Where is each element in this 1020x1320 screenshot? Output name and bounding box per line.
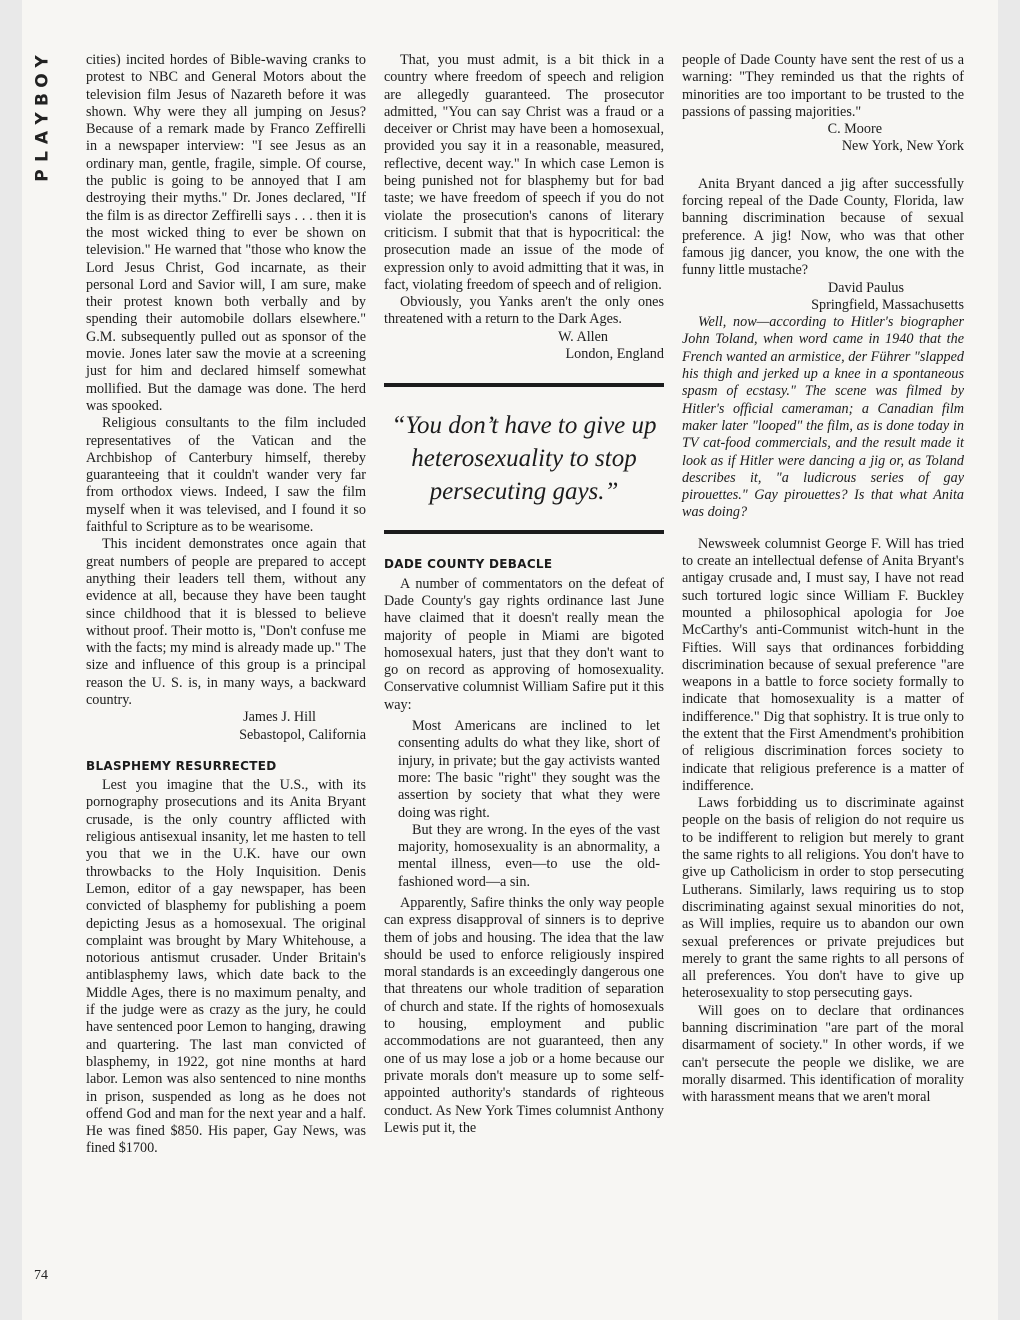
letter-paragraph: A number of commentators on the defeat of Dade County's gay rights ordinance last June have claimed that it doesn't really mean the majority of people in Miami are bigoted homosexual haters, just that they don't want to go on record as approving of homosexuality. Conservative columnist William Safire put it this way: [384, 575, 664, 713]
column-1 [86, 52, 366, 1158]
masthead-letter: Y [32, 112, 53, 125]
signature-place: London, England [565, 346, 664, 363]
section-heading: DADE COUNTY DEBACLE [384, 557, 553, 572]
quote-paragraph: Most Americans are inclined to let consenting adults do what they like, short of injury, in private; but the gay activists wanted more: The basic "right" they sought was the assertion by society that what they were doing was right. [398, 718, 660, 821]
signature [86, 709, 366, 744]
quote-paragraph: But they are wrong. In the eyes of the vast majority, homosexuality is an abnormality, a mental illness, even—to use the old-fashioned word—a sin. [398, 821, 660, 890]
column-2 [384, 52, 664, 1137]
letter-paragraph: Religious consultants to the film included representatives of the Vatican and the Archbishop of Canterbury himself, thereby guaranteeing that it couldn't wander very far from orthodox views. Indeed, I saw the film myself when it was televised, and I found it so faithful to Scripture as to be wearisome. [86, 415, 366, 536]
page-number: 74 [34, 1268, 48, 1283]
masthead-letter: L [32, 151, 53, 162]
letter-paragraph: This incident demonstrates once again that great numbers of people are prepared to accept anything their leaders tell them, without any evidence at all, because they have been taught since childhood that it is blessed to believe without proof. Their motto is, "Don't confuse me with the facts; my mind is already made up." The size and influence of this group is a principal reason the U. S. is, in many ways, a backward country. [86, 536, 366, 708]
masthead-letter: O [32, 73, 53, 88]
signature-name: David Paulus [827, 279, 904, 296]
letter-paragraph: Laws forbidding us to discriminate against people on the basis of religion do not require us to be indifferent to religion but merely to grant the same rights to all religions. You don't have to give up Catholicism in order to stop persecuting Lutherans. Similarly, laws requiring us to stop discriminating against sexual minorities do not, as Will implies, require us to abandon our own sexual preferences or private prejudices but merely to grant the same rights to all persons of all preferences. You don't have to give up heterosexuality to stop persecuting gays. [682, 795, 964, 1002]
masthead-vertical [30, 52, 56, 185]
signature [384, 329, 664, 364]
signature-name: W. Allen [558, 328, 608, 345]
letter-paragraph: Lest you imagine that the U.S., with its pornography prosecutions and its Anita Bryant crusade, is the only country afflicted with religious antisexual insanity, let me hasten to tell you that we in the U.K. have our own throwbacks to the Holy Inquisition. Denis Lemon, editor of a gay newspaper, has been convicted of blasphemy for publishing a poem depicting Jesus as a homosexual. The original complaint was brought by Mary Whitehouse, a notorious antismut crusader. Under Britain's antiblasphemy laws, which date back to the Middle Ages, there is no maximum penalty, and if the judge were as crazy as the jury, he could have sentenced poor Lemon to hanging, drawing and quartering. The last man convicted of blasphemy, in 1922, got nine months at hard labor. Lemon was also sentenced to nine months in prison, suspended as long as he does not offend God and man for the next year and a half. He was fined $850. His paper, Gay News, was fined $1700. [86, 777, 366, 1157]
masthead-letter: A [32, 130, 53, 145]
editor-reply: Well, now—according to Hitler's biographer John Toland, when word came in 1940 that the French wanted an armistice, der Führer "slapped his thigh and jerked up a knee in a spontaneous spasm of ecstasy." The scene was filmed by Hitler's official cameraman; a Canadian film maker later "looped" the film, as is done today in TV cat-food commercials, and the result made it look as if Hitler were dancing a jig or, as Toland describes it, "a ludicrous series of gay pirouettes." Gay pirouettes? Is that what Anita was doing? [682, 314, 964, 521]
letter-paragraph: cities) incited hordes of Bible-waving cranks to protest to NBC and General Motors about the television film Jesus of Nazareth before it was shown. Why were they all jumping on Jesus? Because of a remark made by Franco Zeffirelli in a newspaper interview: "I see Jesus as an ordinary man, gentle, fragile, simple. Of course, the public is going to be annoyed that I am destroying their myths." Dr. Jones declared, "If the film is as director Zeffirelli says . . . then it is the most wicked thing to ever be shown on television." He warned that "those who know the Lord Jesus Christ, God incarnate, as their personal Lord and Savior will, I am sure, make their protest known both verbally and by spending their automobile dollars elsewhere." G.M. subsequently pulled out as sponsor of the movie. Jones later saw the movie at a screening just for him and declared himself somewhat mollified. But the damage was done. The herd was spooked. [86, 52, 366, 414]
letter-paragraph: That, you must admit, is a bit thick in a country where freedom of speech and religion are allegedly guaranteed. The prosecutor admitted, "You can say Christ was a fraud or a deceiver or Christ may have been a homosexual, provided you say it in a reasonable, measured, reflective, decent way." In which case Lemon is being punished not for blasphemy but for bad taste; we have freedom of speech if you do not violate the prosecution's canons of literary criticism. I submit that that is hypocritical: the prosecution made an issue of the mode of expression only to avoid admitting that it was, in fact, violating freedom of speech and of religion. [384, 52, 664, 293]
block-quote [398, 718, 660, 891]
signature-place: New York, New York [841, 138, 964, 155]
signature [682, 280, 964, 315]
signature-name: C. Moore [827, 121, 882, 138]
section-heading: BLASPHEMY RESURRECTED [86, 758, 277, 773]
signature-name: James J. Hill [243, 709, 316, 726]
masthead-letter: Y [32, 55, 53, 68]
letter-paragraph: Obviously, you Yanks aren't the only ones threatened with a return to the Dark Ages. [384, 294, 664, 328]
letter-paragraph: Newsweek columnist George F. Will has tried to create an intellectual defense of Anita Bryant's antigay crusade and, I must say, I have not read such tortured logic since William F. Buckley mounted a philosophical apologia for Joe McCarthy's anti-Communist witch-hunt in the Fifties. Will says that ordinances forbidding discrimination because of sexual preference "are weapons in a battle to force society formally to indicate that homosexuality is a matter of indifference." Dig that sophistry. It is true only to the extent that the First Amendment's prohibition of religious discrimination forces society to indicate that religious preference is a matter of indifference. [682, 535, 964, 794]
letter-paragraph: people of Dade County have sent the rest of us a warning: "They reminded us that the rights of minorities are too important to be trusted to the passions of passing majorities." [682, 52, 964, 120]
masthead-letter: B [32, 93, 53, 106]
letter-paragraph: Will goes on to declare that ordinances banning discrimination "are part of the moral disarmament of society." In other words, if we can't persecute the people we dislike, we are morally disarmed. This identification of morality with harassment means that we aren't moral [682, 1002, 964, 1106]
pull-quote: “You don’t have to give up heterosexuality to stop persecuting gays.” [384, 383, 664, 534]
signature [682, 121, 964, 156]
column-3 [682, 52, 964, 1107]
signature-place: Sebastopol, California [239, 726, 366, 743]
masthead-letter: P [32, 169, 53, 182]
letter-paragraph: Anita Bryant danced a jig after successfully forcing repeal of the Dade County, Florida, law banning discrimination because of sexual preference. A jig! Now, who was that other famous jig dancer, you know, the one with the funny little mustache? [682, 175, 964, 279]
letter-paragraph: Apparently, Safire thinks the only way people can express disapproval of sinners is to deprive them of jobs and housing. The idea that the law should be used to enforce religiously inspired moral standards is an exceedingly dangerous one that threatens our whole tradition of separation of church and state. If the rights of homosexuals to housing, employment and public accommodations are not guaranteed, then any one of us may lose a job or a home because our private morals don't measure up to some self-appointed authority's standards of righteous conduct. As New York Times columnist Anthony Lewis put it, the [384, 894, 664, 1136]
signature-place: Springfield, Massachusetts [811, 296, 964, 313]
